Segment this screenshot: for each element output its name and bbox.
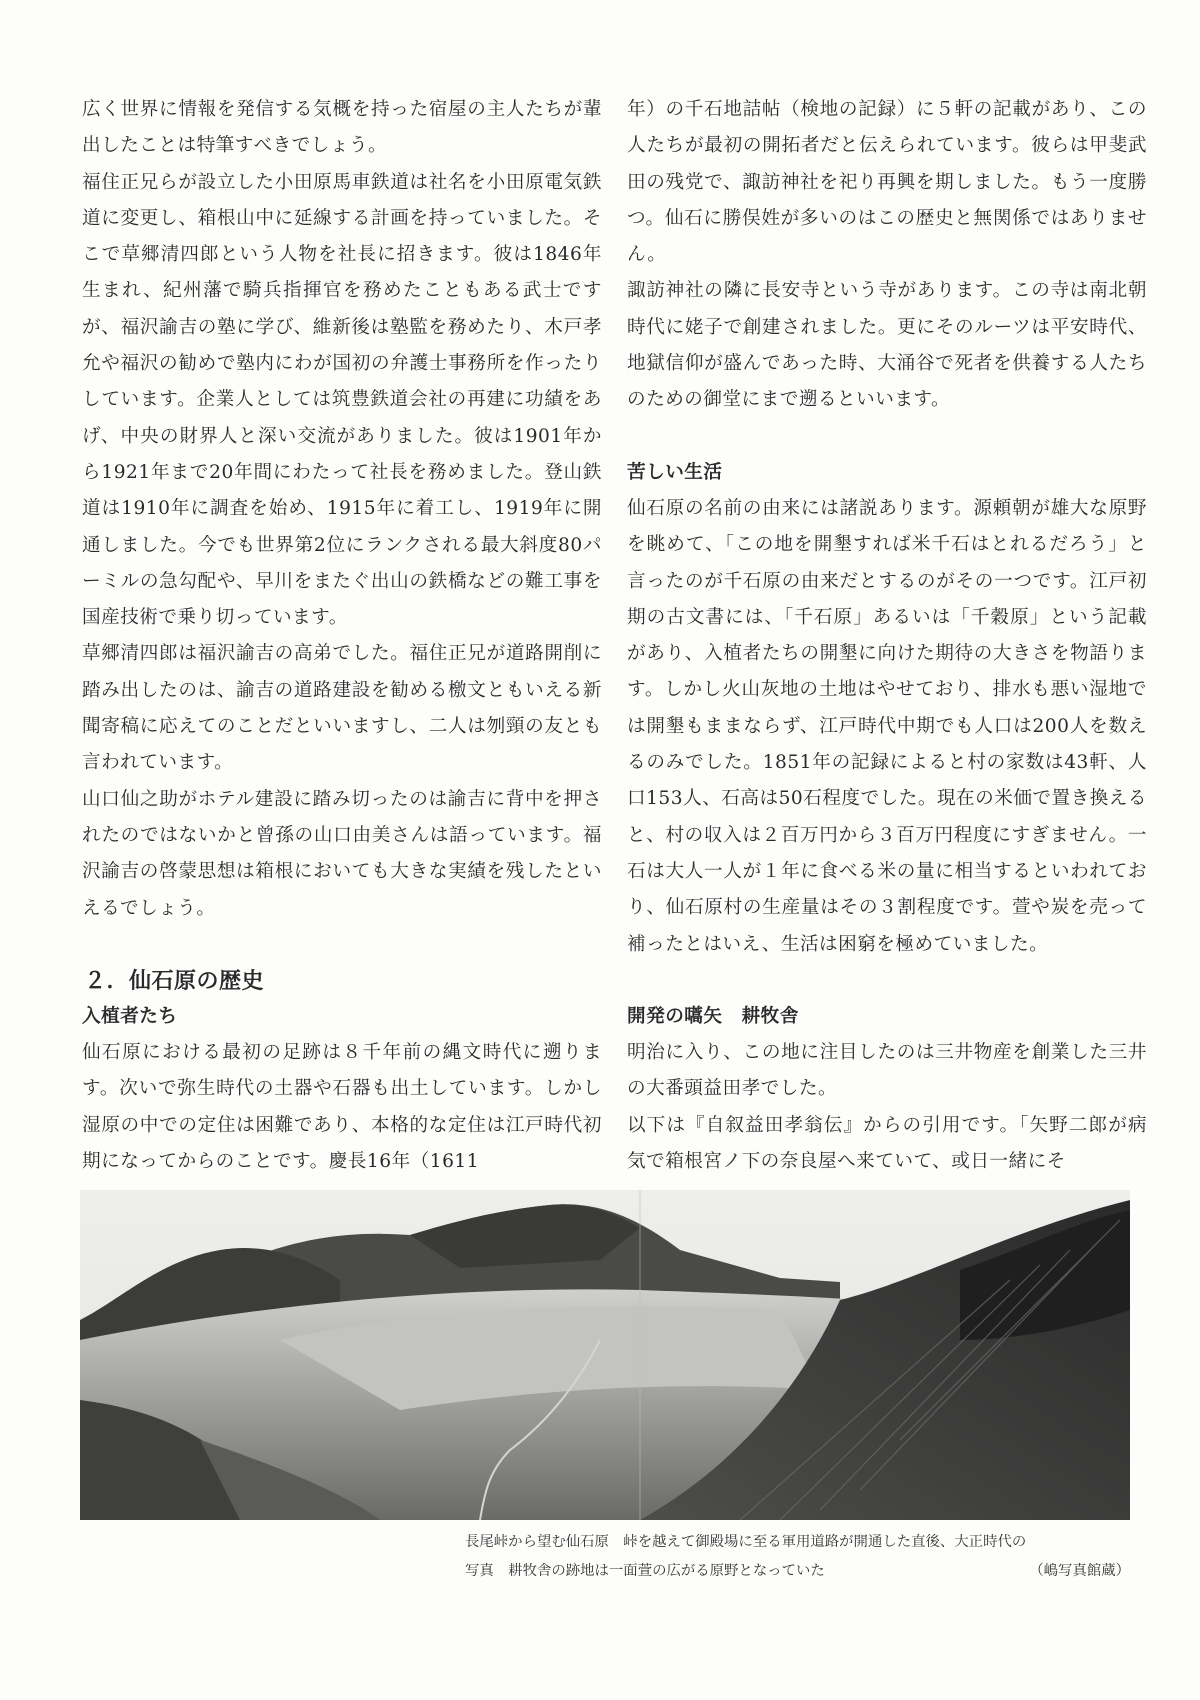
spacer <box>627 419 1147 455</box>
caption-line-2-row <box>465 1557 1130 1586</box>
intro-paragraph-3: 草郷清四郎は福沢諭吉の高弟でした。福住正兄が道路開削に踏み出したのは、諭吉の道路建設を勧める檄文ともいえる新聞寄稿に応えてのことだといいますし、二人は刎頸の友とも言われています。 <box>82 643 602 774</box>
development-paragraph-2: 以下は『自叙益田孝翁伝』からの引用です。「矢野二郎が病気で箱根宮ノ下の奈良屋へ来ていて、或日一緒にそ <box>627 1114 1147 1173</box>
landscape-photo <box>80 1190 1130 1520</box>
intro-paragraph-2: 福住正兄らが設立した小田原馬車鉄道は社名を小田原電気鉄道に変更し、箱根山中に延線する計画を持っていました。そこで草郷清四郎という人物を社長に招きます。彼は1846年生まれ、紀州藩で騎兵指揮官を務めたこともある武士ですが、福沢諭吉の塾に学び、維新後は塾監を務めたり、木戸孝允や福沢の勧めで塾内にわが国初の弁護士事務所を作ったりしています。企業人としては筑豊鉄道会社の再建に功績をあげ、中央の財界人と深い交流がありました。彼は1901年から1921年まで20年間にわたって社長を務めました。登山鉄道は1910年に調査を始め、1915年に着工し、1919年に開通しました。今でも世界第2位にランクされる最大斜度80パーミルの急勾配や、早川をまたぐ出山の鉄橋などの難工事を国産技術で乗り切っています。 <box>82 171 602 629</box>
pioneers-paragraph: 年）の千石地詰帖（検地の記録）に５軒の記載があり、この人たちが最初の開拓者だと伝えられています。彼らは甲斐武田の残党で、諏訪神社を祀り再興を期しました。もう一度勝つ。仙石に勝俣姓が多いのはこの歴史と無関係ではありません。 <box>627 99 1147 266</box>
intro-paragraph-1: 広く世界に情報を発信する気概を持った宿屋の主人たちが輩出したことは特筆すべきでしょう。 <box>82 99 602 157</box>
caption-line-1: 長尾峠から望む仙石原 峠を越えて御殿場に至る軍用道路が開通した直後、大正時代の <box>465 1534 1027 1550</box>
mountain-landscape-image <box>80 1190 1130 1520</box>
caption-line-2: 写真 耕牧舎の跡地は一面萱の広がる原野となっていた <box>465 1563 825 1579</box>
development-paragraph-1: 明治に入り、この地に注目したのは三井物産を創業した三井の大番頭益田孝でした。 <box>627 1042 1147 1100</box>
settlers-subheading: 入植者たち <box>82 1005 178 1027</box>
intro-paragraph-4: 山口仙之助がホテル建設に踏み切ったのは諭吉に背中を押されたのではないかと曾孫の山口由美さんは語っています。福沢諭吉の啓蒙思想は箱根においても大きな実績を残したといえるでしょう。 <box>82 788 602 919</box>
right-column <box>627 92 1147 1180</box>
spacer <box>627 963 1147 999</box>
photo-caption <box>465 1528 1130 1586</box>
photo-credit: （嶋写真館蔵） <box>1029 1563 1130 1579</box>
temple-paragraph: 諏訪神社の隣に長安寺という寺があります。この寺は南北朝時代に姥子で創建されました。更にそのルーツは平安時代、地獄信仰が盛んであった時、大涌谷で死者を供養する人たちのための御堂にまで遡るといいます。 <box>627 280 1147 411</box>
hardship-subheading: 苦しい生活 <box>627 461 723 483</box>
settlers-paragraph: 仙石原における最初の足跡は８千年前の縄文時代に遡ります。次いで弥生時代の土器や石器も出土しています。しかし湿原の中での定住は困難であり、本格的な定住は江戸時代初期になってからのことです。慶長16年（1611 <box>82 1042 602 1173</box>
hardship-paragraph: 仙石原の名前の由来には諸説あります。源頼朝が雄大な原野を眺めて、「この地を開墾すれば米千石はとれるだろう」と言ったのが千石原の由来だとするのがその一つです。江戸初期の古文書には、「千石原」あるいは「千穀原」という記載があり、入植者たちの開墾に向けた期待の大きさを物語ります。しかし火山灰地の土地はやせており、排水も悪い湿地では開墾もままならず、江戸時代中期でも人口は200人を数えるのみでした。1851年の記録によると村の家数は43軒、人口153人、石高は50石程度でした。現在の米価で置き換えると、村の収入は２百万円から３百万円程度にすぎません。一石は大人一人が１年に食べる米の量に相当するといわれており、仙石原村の生産量はその３割程度です。萱や炭を売って補ったとはいえ、生活は困窮を極めていました。 <box>627 497 1147 955</box>
left-column <box>82 92 602 1180</box>
spacer <box>82 927 602 963</box>
section-title: ２．仙石原の歴史 <box>84 967 265 994</box>
development-subheading: 開発の嚆矢 耕牧舎 <box>627 1005 799 1027</box>
